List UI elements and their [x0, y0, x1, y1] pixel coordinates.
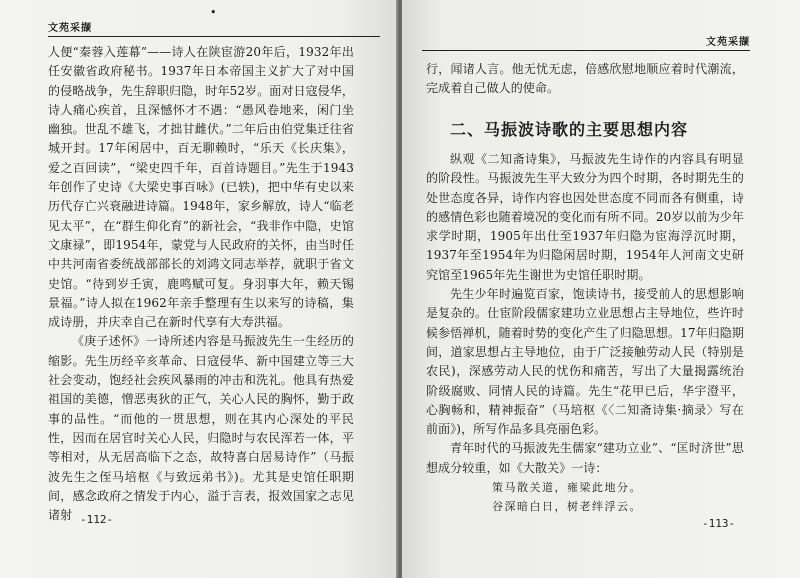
right-paragraph-2: 先生少年时遍览百家，饱读诗书，接受前人的思想影响是复杂的。仕宦阶段儒家建功立业思想占主导地位，些许时候参悟禅机，随着时势的变化产生了归隐思想。17年归隐期间，道家思想占主导地位，由于广泛接触劳动人民（特别是农民)，深感劳动人民的忧伤和痛苦，写出了大量揭露统治阶级腐败、同情人民的诗篇。先生“花甲已后，华宇澄平，心胸畅和，精神振奋”（马培枢《〈二知斋诗集·摘录〉写在前面》)，所写作品多具亮丽色彩。	[426, 287, 744, 437]
left-paragraph-2: 《庚子述怀》一诗所述内容是马振波先生一生经历的缩影。先生历经辛亥革命、日寇侵华、新中国建立等三大社会变动，饱经社会疾风暴雨的冲击和洗礼。他具有热爱祖国的美德，憎恶夷狄的正气，关心人民的胸怀，勤于政事的品性。“而他的一贯思想，则在其内心深处的平民性，因而在居官时关心人民，归隐时与农民浑若一体，平等相对，从无居高临下之态，故特喜白居易诗作”（马振波先生之侄马培枢《与致远弟书》)。尤其是史馆任职期间，感念政府之情发于内心，溢于言表，报效国家之志见诸射	[48, 334, 354, 523]
right-body-text	[426, 150, 744, 517]
right-paragraph-1: 纵观《二知斋诗集》，马振波先生诗作的内容具有明显的阶段性。马振波先生平大致分为四个时期，各时期先生的处世态度各异，诗作内容也因处世态度不同而各有侧重，诗的感情色彩也随着境况的变化而有所不同。20岁以前为少年求学时期，1905年出仕至1937年归隐为宦海浮沉时期，1937年至1954年为归隐闲居时期，1954年人河南文史研究馆至1965年先生谢世为史馆任职时期。	[426, 152, 744, 282]
left-page-number: -112-	[80, 513, 114, 526]
left-running-header	[48, 20, 380, 37]
right-page	[402, 0, 800, 578]
left-paragraph-1: 人便“秦蓉入莲幕”——诗人在陕宦游20年后，1932年出任安徽省政府秘书。1937年日本帝国主义扩大了对中国的侵略战争，先生辞职归隐，时年52岁。面对日寇侵华，诗人痛心疾首，且深憾怀才不遇：“愚风卷地来，闲门坐幽独。世乱不雄飞，才拙甘雌伏。”二年后由伯党集迁往省城开封。17年闲居中，百无聊赖时，“乐天《长庆集》，爱之百回读”，“梁史四千年，百首诗题目。”先生于1943年创作了史诗《大梁史事百咏》(已轶)，把中华有史以来历代存亡兴衰融进诗篇。1948年，家乡解放，诗人“临老见太平”，在“群生仰化育”的新社会，“我非作中隐，史馆文康禄”，即1954年，蒙党与人民政府的关怀，由当时任中共河南省委统战部部长的刘鸿文同志举荐，就职于省文史馆。“待到岁壬寅，鹿鸣赋可复。身羽事大年，赖天锡景福。”诗人拟在1962年亲手整理有生以来写的诗稿，集成诗册，并庆幸自己在新时代享有大寿洪福。	[48, 45, 354, 330]
left-body-text	[48, 43, 354, 525]
right-header-title: 文苑采撷	[706, 37, 750, 48]
right-running-header	[422, 34, 750, 51]
right-paragraph-3: 青年时代的马振波先生儒家“建功立业”、“匡时济世”思想成分较重，如《大散关》一诗：	[426, 441, 744, 475]
left-header-title: 文苑采撷	[48, 23, 92, 34]
right-page-number: -113-	[702, 517, 736, 530]
ink-mark: •	[210, 6, 217, 19]
poem-line-1: 策马散关道，雍梁此地分。	[492, 481, 642, 495]
section-title: 二、马振波诗歌的主要思想内容	[450, 120, 689, 139]
poem-line-2: 谷深暗白日，树老绊浮云。	[492, 500, 642, 514]
right-top-paragraph: 行，闻诸人言。他无忧无虑，倍感欣慰地顺应着时代潮流，完成着自己做人的使命。	[426, 62, 744, 96]
right-top-text	[426, 60, 744, 99]
left-page	[0, 0, 398, 578]
